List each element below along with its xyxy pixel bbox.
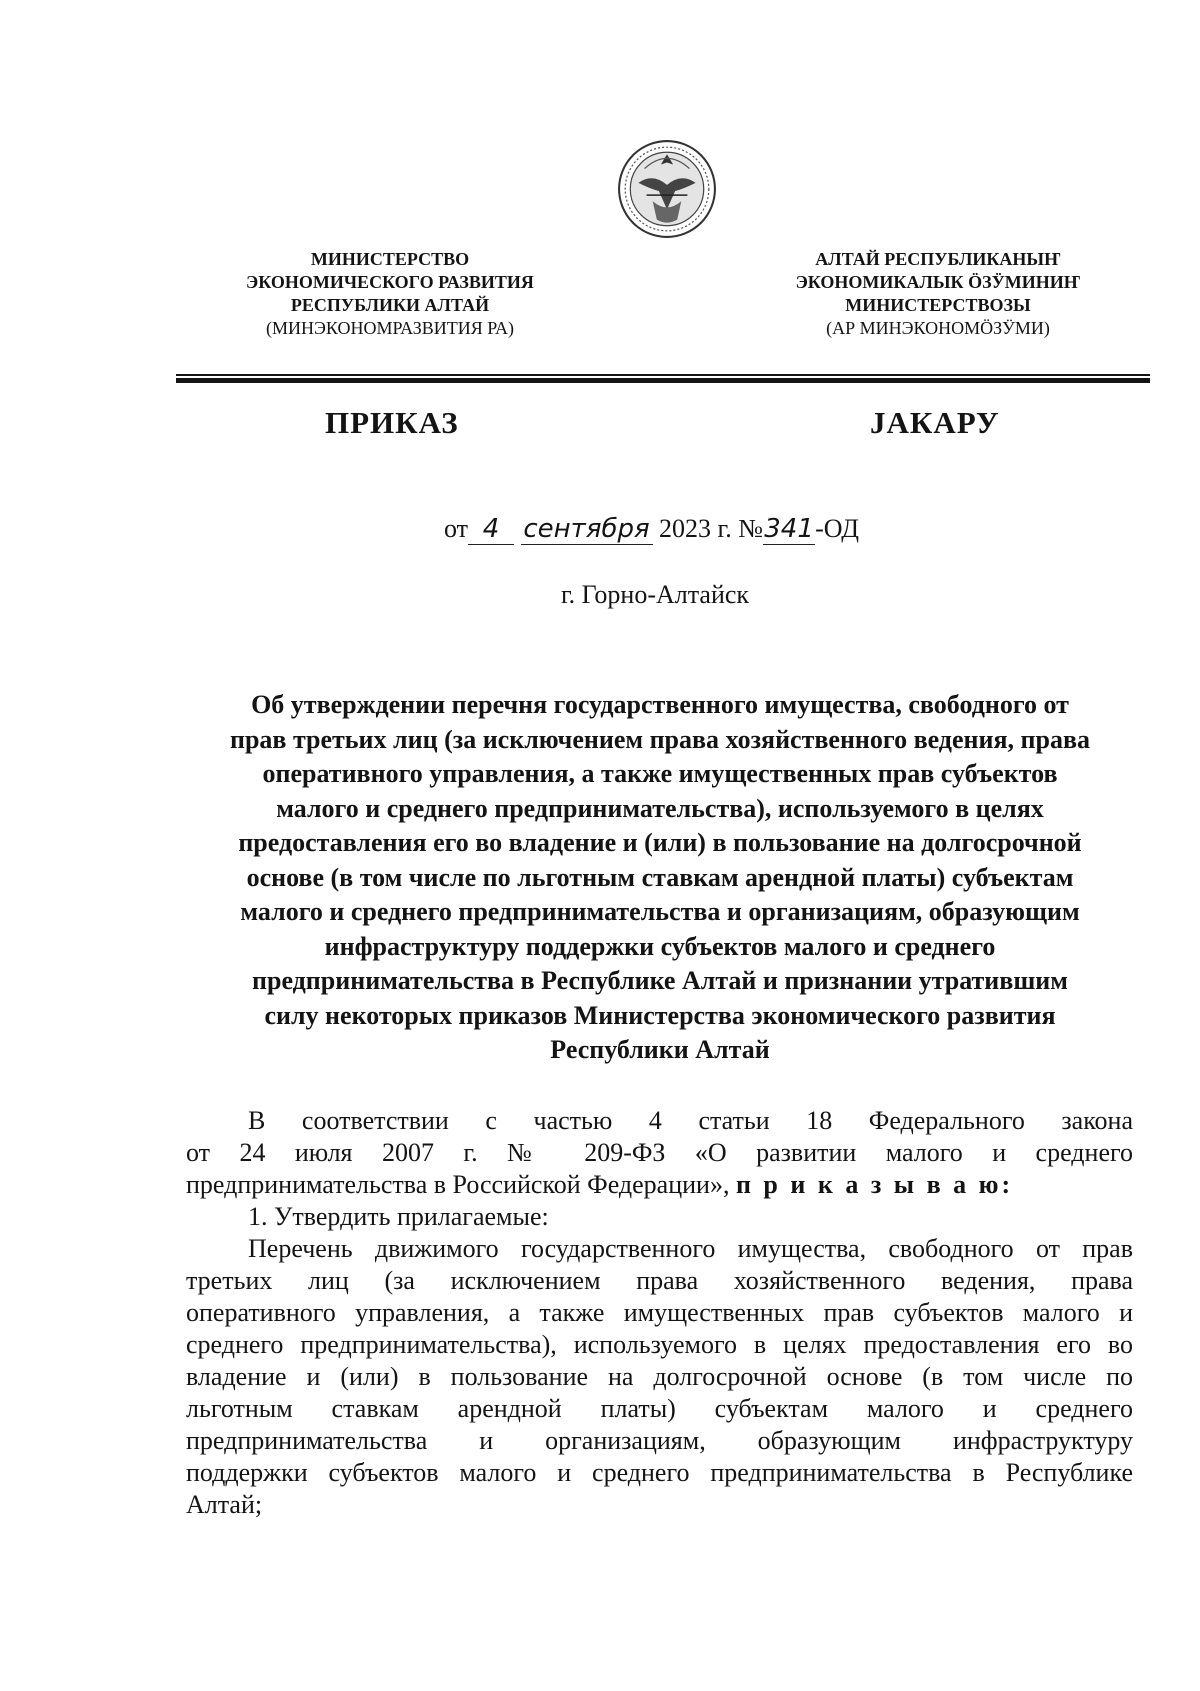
title-line: силу некоторых приказов Министерства экономического развития <box>264 1000 1056 1030</box>
dateline-suffix: -ОД <box>815 514 859 543</box>
header-divider-thin <box>176 374 1150 376</box>
body-line: оперативного управления, а также имущественных прав субъектов малого и <box>186 1298 1133 1327</box>
title-line: Об утверждении перечня государственного имущества, свободного от <box>251 690 1069 719</box>
body-line: третьих лиц (за исключением права хозяйственного ведения, права <box>186 1266 1133 1295</box>
body-line: от 24 июля 2007 г. № 209-ФЗ «О развитии малого и среднего <box>186 1138 1133 1167</box>
handwritten-day: 4 <box>468 514 514 545</box>
title-line: предпринимательства в Республике Алтай и признании утратившим <box>252 966 1068 995</box>
body-line: Перечень движимого государственного имущества, свободного от прав <box>248 1234 1133 1263</box>
header-right-line: (АР МИНЭКОНОМÖЗӰМИ) <box>826 318 1050 338</box>
body-line: предпринимательства и организациям, образующим инфраструктуру <box>186 1426 1133 1455</box>
body-line: поддержки субъектов малого и среднего предпринимательства в Республике <box>186 1458 1133 1487</box>
coat-of-arms-emblem-icon <box>616 138 718 240</box>
title-line: инфраструктуру поддержки субъектов малого и среднего <box>324 931 996 961</box>
body-line: льготным ставкам арендной платы) субъектам малого и среднего <box>186 1394 1133 1423</box>
title-line: Республики Алтай <box>550 1035 770 1064</box>
title-line: малого и среднего предпринимательства), используемого в целях <box>276 793 1044 823</box>
header-left-line: МИНИСТЕРСТВО <box>310 249 470 269</box>
ministry-name-russian <box>200 248 580 340</box>
title-line: оперативного управления, а также имущественных прав субъектов <box>262 759 1058 788</box>
ministry-name-altai <box>748 248 1128 340</box>
header-left-line: ЭКОНОМИЧЕСКОГО РАЗВИТИЯ <box>246 272 534 292</box>
body-line-text: предпринимательства в Российской Федерации», <box>186 1170 730 1199</box>
header-right-line: АЛТАЙ РЕСПУБЛИКАНЫҤ <box>815 249 1061 269</box>
order-dateline <box>444 514 964 545</box>
header-left-line: РЕСПУБЛИКИ АЛТАЙ <box>290 295 490 315</box>
body-line: Алтай; <box>186 1490 263 1519</box>
body-line-order <box>186 1169 1133 1201</box>
order-title <box>180 688 1140 1068</box>
title-line: малого и среднего предпринимательства и организациям, образующим <box>240 897 1080 926</box>
doc-kind-russian: ПРИКАЗ <box>325 405 459 440</box>
dateline-prefix: от <box>444 514 469 543</box>
city-name: г. Горно-Алтайск <box>560 580 750 609</box>
title-line: предоставления его во владение и (или) в пользование на долгосрочной <box>238 828 1082 857</box>
header-divider-thick <box>176 378 1150 383</box>
header-right-line: ЭКОНОМИКАЛЫК ÖЗӰМИНИҤ <box>795 272 1081 292</box>
body-line: среднего предпринимательства), используемого в целях предоставления его во <box>186 1330 1133 1359</box>
order-word: п р и к а з ы в а ю: <box>735 1170 1014 1199</box>
header-left-line: (МИНЭКОНОМРАЗВИТИЯ РА) <box>266 318 514 338</box>
doc-kind-altai: ЈАКАРУ <box>870 405 1000 440</box>
title-line: прав третьих лиц (за исключением права хозяйственного ведения, права <box>229 724 1091 754</box>
body-line: владение и (или) в пользование на долгосрочной основе (в том числе по <box>186 1362 1133 1391</box>
body-line: В соответствии с частью 4 статьи 18 Федерального закона <box>248 1106 1133 1135</box>
handwritten-number: 341 <box>764 514 814 544</box>
order-body <box>186 1105 1133 1521</box>
header-right-line: МИНИСТЕРСТВОЗЫ <box>845 295 1031 315</box>
dateline-year: 2023 г. № <box>659 514 764 543</box>
title-line: основе (в том числе по льготным ставкам арендной платы) субъектам <box>246 862 1074 892</box>
item-1: 1. Утвердить прилагаемые: <box>248 1202 549 1231</box>
handwritten-month: сентября <box>521 514 653 545</box>
